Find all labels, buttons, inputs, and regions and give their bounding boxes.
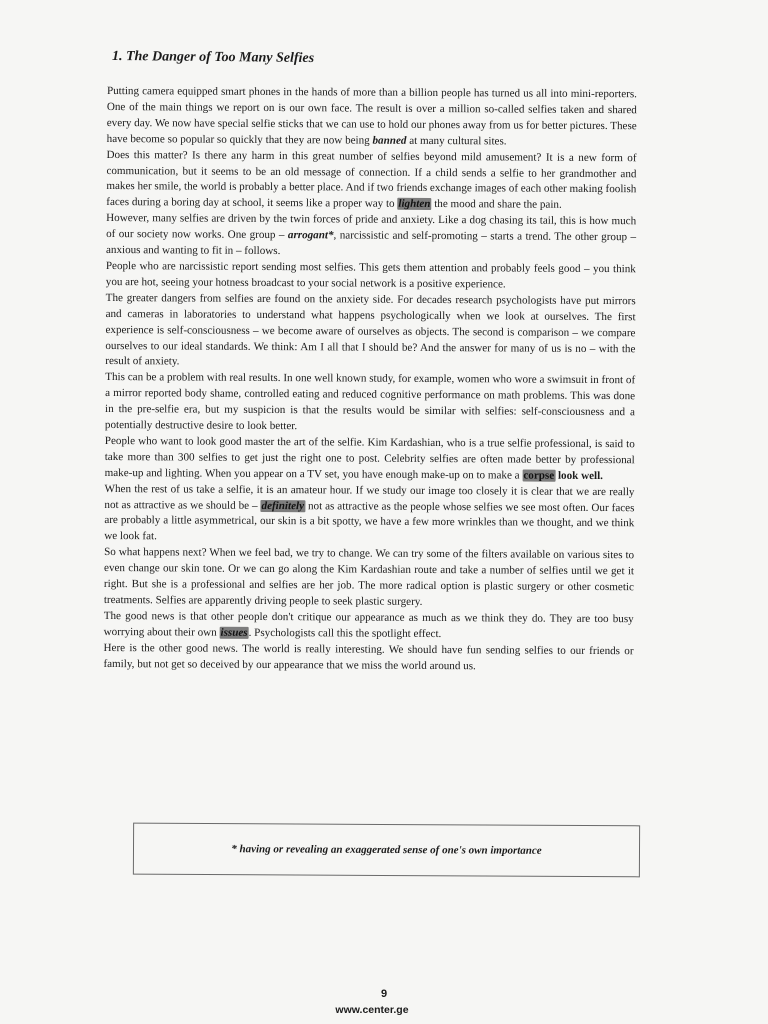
paragraph-8: [104, 482, 634, 549]
paragraph-2: [106, 148, 636, 215]
paragraph-10: [104, 609, 634, 644]
article-body: [103, 84, 637, 676]
highlighted-word: corpse: [523, 469, 555, 482]
text-run: the mood and share the pain.: [431, 198, 562, 212]
text-run: When the rest of us take a selfie, it is an amateur hour. If we study our image too closely it is clear that we are really not as attractive as we should be –: [104, 482, 635, 512]
text-run: look well.: [555, 469, 604, 482]
website-footer: www.center.ge: [335, 1004, 409, 1016]
paragraph-7: [105, 434, 635, 485]
paragraph-6: This can be a problem with real results. In one well known study, for example, women who wore a swimsuit in front of a mirror reported body shame, controlled eating and reduced cognitive performance on math problems. This was done in the pre-selfie era, but my suspicion is that the results would be similar with selfies: self-consciousness and a potentially destructive desire to look better.: [104, 371, 636, 433]
paragraph-1: [107, 84, 637, 151]
text-run: not as attractive as the people whose selfies we see most often. Our faces are probably a little asymmetrical, our skin is a bit spotty, we have a few more wrinkles than we thought, and we think we look fat.: [104, 499, 635, 543]
paragraph-5: The greater dangers from selfies are found on the anxiety side. For decades research psychologists have put mirrors and cameras in laboratories to understand what happens psychologically when we look at ourselves. The first experience is self-consciousness – we become aware of ourselves as objects. The second is comparison – we compare ourselves to our ideal standards. We think: Am I all that I should be? And the answer for many of us is no – with the result of anxiety.: [105, 291, 636, 368]
text-run: The good news is that other people don't critique our appearance as much as we think they do. They are too busy worrying about their own: [103, 609, 634, 639]
paragraph-4: People who are narcissistic report sending most selfies. This gets them attention and probably feels good – you think you are hot, seeing your hotness broadcast to your social network is a positive experience.: [105, 259, 636, 291]
paragraph-11: Here is the other good news. The world is really interesting. We should have fun sending selfies to our friends or family, but not get so deceived by our appearance that we miss the world around us.: [103, 641, 634, 672]
emphasized-word: banned: [372, 134, 407, 147]
text-run: People who want to look good master the art of the selfie. Kim Kardashian, who is a true selfie professional, is said to take more than 300 selfies to get just the right one to post. Celebrity selfies are often made better by professional make-up and lighting. When you appear on a TV set, you have enough make-up on to make a: [104, 434, 635, 482]
text-run: at many cultural sites.: [406, 134, 507, 148]
footnote-text: * having or revealing an exaggerated sense of one's own importance: [231, 843, 542, 857]
page-number: 9: [380, 988, 388, 1000]
highlighted-word: issues: [220, 626, 248, 639]
paragraph-3: [106, 211, 636, 262]
text-run: Putting camera equipped smart phones in the hands of more than a billion people has turned us all into mini-reporters. One of the main things we report on is our own face. The result is over a million so-called selfies taken and shared every day. We now have special selfie sticks that we can use to hold our phones away from us for better pictures. These have become so popular so quickly that they are now being: [106, 84, 637, 147]
article-title: 1. The Danger of Too Many Selfies: [111, 48, 315, 67]
text-run: However, many selfies are driven by the twin forces of pride and anxiety. Like a dog chasing its tail, this is how much of our society now works. One group –: [106, 212, 637, 242]
text-run: , narcissistic and self-promoting – starts a trend. The other group – anxious and wanting to fit in – follows.: [105, 229, 637, 258]
emphasized-word: arrogant*: [287, 229, 334, 242]
text-run: Does this matter? Is there any harm in this great number of selfies beyond mild amusement? It is a new form of communication, but it seems to be an old message of connection. If a child sends a selfie to her grandmother and makes her smile, the world is probably a better place. And if two friends exchange images of each other making foolish faces during a boring day at school, it seems like a proper way to: [106, 148, 637, 211]
highlighted-word: definitely: [261, 499, 305, 512]
paragraph-9: So what happens next? When we feel bad, we try to change. We can try some of the filters available on various sites to even change our skin tone. Or we can go along the Kim Kardashian route and take a number of selfies until we get it right. But she is a professional and selfies are her job. The more radical option is plastic surgery or other cosmetic treatments. Selfies are apparently driving people to seek plastic surgery.: [103, 546, 635, 608]
text-run: . Psychologists call this the spotlight effect.: [248, 626, 442, 640]
highlighted-word: lighten: [398, 198, 431, 211]
footnote-box: [133, 823, 640, 878]
